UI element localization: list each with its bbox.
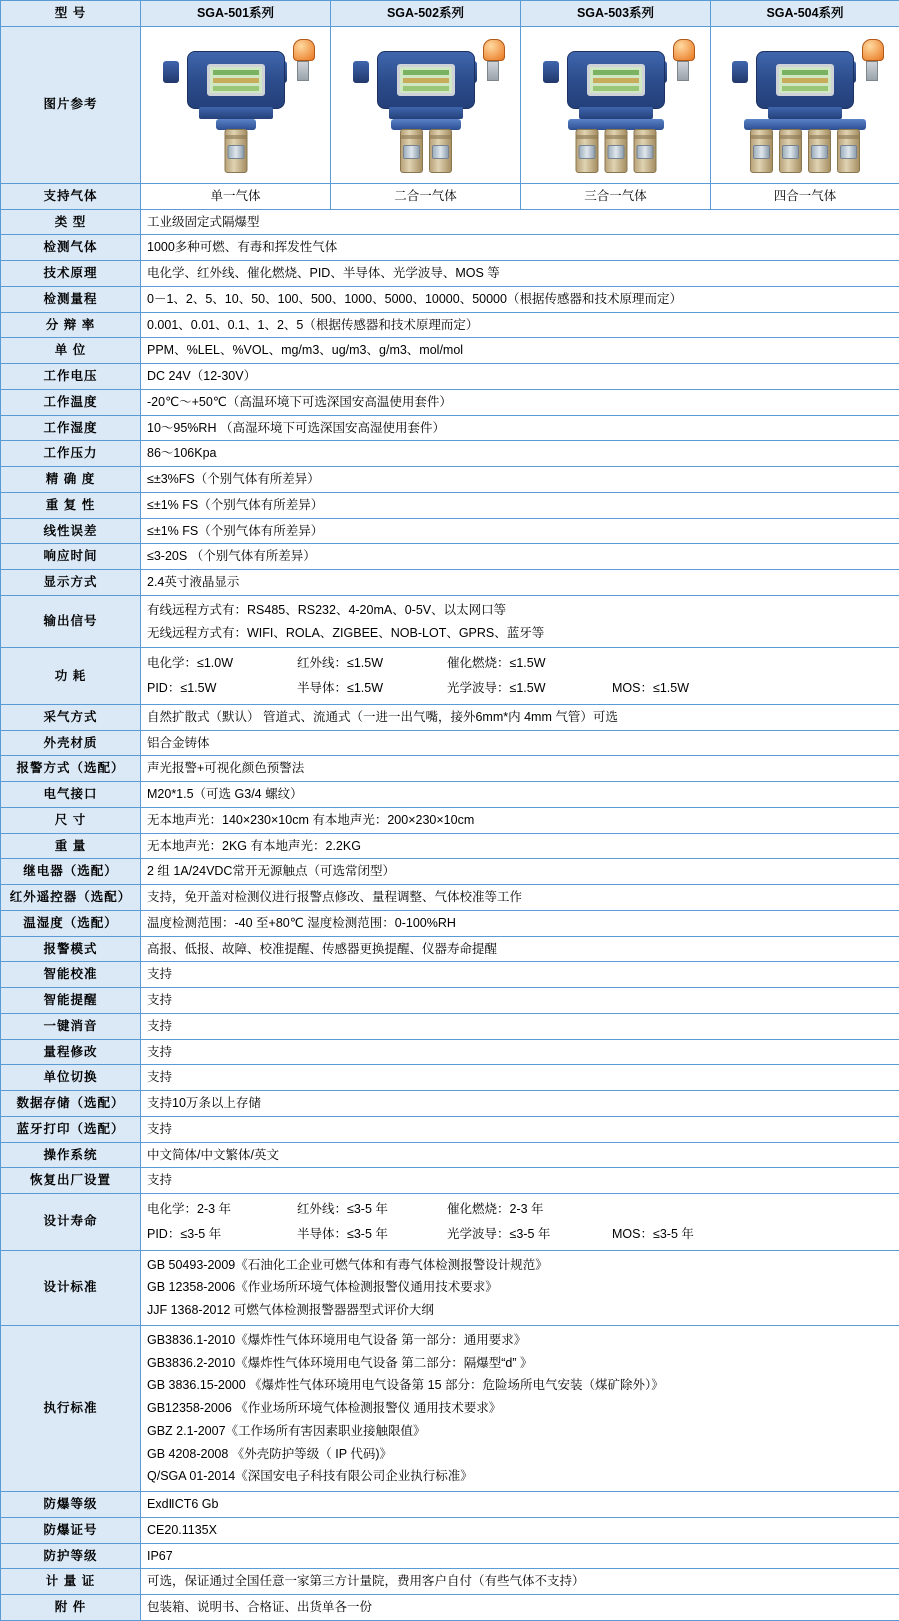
row-label-factory-reset: 恢复出厂设置 (1, 1168, 141, 1194)
row-label-shell-material: 外壳材质 (1, 730, 141, 756)
table-row-temp-humidity-option (1, 910, 899, 936)
lifespan-catalytic: 催化燃烧：2-3 年 (447, 1200, 612, 1219)
row-label-design-standard: 设计标准 (1, 1250, 141, 1325)
table-row-ir-remote (1, 885, 899, 911)
row-label-image-reference: 图片参考 (1, 26, 141, 183)
model-503: SGA-503系列 (521, 1, 711, 27)
row-label-one-key-mute: 一键消音 (1, 1013, 141, 1039)
device-image-504 (711, 26, 899, 183)
row-label-relay: 继电器（选配） (1, 859, 141, 885)
row-label-ex-grade: 防爆等级 (1, 1492, 141, 1518)
row-value-accuracy: ≤±3%FS（个别气体有所差异） (141, 467, 899, 493)
row-value-size: 无本地声光：140×230×10cm 有本地声光：200×230×10cm (141, 807, 899, 833)
row-label-response-time: 响应时间 (1, 544, 141, 570)
exec-standard-item: GB 3836.15-2000 《爆炸性气体环境用电气设备第 15 部分：危险场所电气安装（煤矿除外）》 (147, 1374, 893, 1397)
gas-support-503: 三合一气体 (521, 183, 711, 209)
power-electrochemical: 电化学：≤1.0W (147, 654, 297, 673)
row-label-metrology-certificate: 计 量 证 (1, 1569, 141, 1595)
table-row-size (1, 807, 899, 833)
row-label-linearity: 线性误差 (1, 518, 141, 544)
table-row-detect-gas (1, 235, 899, 261)
row-label-range: 检测量程 (1, 286, 141, 312)
device-image-503 (521, 26, 711, 183)
row-label-power: 功 耗 (1, 648, 141, 705)
row-value-linearity: ≤±1% FS（个别气体有所差异） (141, 518, 899, 544)
table-row-pressure (1, 441, 899, 467)
table-row-smart-calibration (1, 962, 899, 988)
row-label-ip-grade: 防护等级 (1, 1543, 141, 1569)
row-value-factory-reset: 支持 (141, 1168, 899, 1194)
row-value-output-signal (141, 595, 899, 648)
table-row-smart-reminder (1, 988, 899, 1014)
gas-support-504: 四合一气体 (711, 183, 899, 209)
table-row-factory-reset (1, 1168, 899, 1194)
row-label-pressure: 工作压力 (1, 441, 141, 467)
table-row-humidity (1, 415, 899, 441)
table-row-gas-support (1, 183, 899, 209)
row-value-os: 中文简体/中文繁体/英文 (141, 1142, 899, 1168)
row-value-unit: PPM、%LEL、%VOL、mg/m3、ug/m3、g/m3、mol/mol (141, 338, 899, 364)
row-value-accessories: 包装箱、说明书、合格证、出货单各一份 (141, 1595, 899, 1621)
table-row-output-signal (1, 595, 899, 648)
row-value-lifespan (141, 1194, 899, 1251)
table-row-unit (1, 338, 899, 364)
row-label-gas-support: 支持气体 (1, 183, 141, 209)
table-row-range-modify (1, 1039, 899, 1065)
row-label-principle: 技术原理 (1, 261, 141, 287)
table-row-data-storage (1, 1091, 899, 1117)
table-row-principle (1, 261, 899, 287)
row-label-type: 类 型 (1, 209, 141, 235)
row-value-range-modify: 支持 (141, 1039, 899, 1065)
table-row-shell-material (1, 730, 899, 756)
row-label-ex-certificate: 防爆证号 (1, 1517, 141, 1543)
lifespan-line-2 (147, 1222, 893, 1247)
table-row-image-reference (1, 26, 899, 183)
row-value-resolution: 0.001、0.01、0.1、1、2、5（根据传感器和技术原理而定） (141, 312, 899, 338)
row-value-principle: 电化学、红外线、催化燃烧、PID、半导体、光学波导、MOS 等 (141, 261, 899, 287)
table-row-unit-switch (1, 1065, 899, 1091)
row-label-unit: 单 位 (1, 338, 141, 364)
exec-standard-item: GB12358-2006 《作业场所环境气体检测报警仪 通用技术要求》 (147, 1397, 893, 1420)
row-label-voltage: 工作电压 (1, 364, 141, 390)
table-row-range (1, 286, 899, 312)
row-value-bluetooth-print: 支持 (141, 1116, 899, 1142)
row-value-temperature: -20℃～+50℃（高温环境下可选深国安高温使用套件） (141, 389, 899, 415)
table-row-accessories (1, 1595, 899, 1621)
row-label-size: 尺 寸 (1, 807, 141, 833)
table-row-exec-standard (1, 1325, 899, 1491)
power-pid: PID：≤1.5W (147, 679, 297, 698)
gas-support-501: 单一气体 (141, 183, 331, 209)
exec-standard-item: Q/SGA 01-2014《深国安电子科技有限公司企业执行标准》 (147, 1465, 893, 1488)
gas-detector-icon (720, 33, 890, 177)
table-row-voltage (1, 364, 899, 390)
row-label-sampling: 采气方式 (1, 704, 141, 730)
lifespan-line-1 (147, 1197, 893, 1222)
row-value-ir-remote: 支持，免开盖对检测仪进行报警点修改、量程调整、气体校准等工作 (141, 885, 899, 911)
row-label-weight: 重 量 (1, 833, 141, 859)
lifespan-infrared: 红外线：≤3-5 年 (297, 1200, 447, 1219)
table-row-ip-grade (1, 1543, 899, 1569)
table-row-response-time (1, 544, 899, 570)
output-signal-wireless: 无线远程方式有：WIFI、ROLA、ZIGBEE、NOB-LOT、GPRS、蓝牙等 (147, 622, 893, 645)
row-value-type: 工业级固定式隔爆型 (141, 209, 899, 235)
row-value-ex-certificate: CE20.1135X (141, 1517, 899, 1543)
table-row-relay (1, 859, 899, 885)
power-line-1 (147, 651, 893, 676)
row-value-metrology-certificate: 可选，保证通过全国任意一家第三方计量院，费用客户自付（有些气体不支持） (141, 1569, 899, 1595)
row-value-alarm-method: 声光报警+可视化颜色预警法 (141, 756, 899, 782)
table-row-weight (1, 833, 899, 859)
table-row-resolution (1, 312, 899, 338)
table-row-temperature (1, 389, 899, 415)
output-signal-wired: 有线远程方式有：RS485、RS232、4-20mA、0-5V、以太网口等 (147, 599, 893, 622)
design-standard-item: GB 50493-2009《石油化工企业可燃气体和有毒气体检测报警设计规范》 (147, 1254, 893, 1277)
table-row-os (1, 1142, 899, 1168)
lifespan-semiconductor: 半导体：≤3-5 年 (297, 1225, 447, 1244)
power-infrared: 红外线：≤1.5W (297, 654, 447, 673)
row-value-humidity: 10～95%RH （高湿环境下可选深国安高湿使用套件） (141, 415, 899, 441)
table-row-ex-grade (1, 1492, 899, 1518)
row-label-accessories: 附 件 (1, 1595, 141, 1621)
row-value-pressure: 86～106Kpa (141, 441, 899, 467)
model-501: SGA-501系列 (141, 1, 331, 27)
table-row-design-standard (1, 1250, 899, 1325)
row-value-sampling: 自然扩散式（默认） 管道式、流通式（一进一出气嘴，接外6mm*内 4mm 气管）可选 (141, 704, 899, 730)
exec-standard-item: GBZ 2.1-2007《工作场所有害因素职业接触限值》 (147, 1420, 893, 1443)
row-label-data-storage: 数据存储（选配） (1, 1091, 141, 1117)
row-value-response-time: ≤3-20S （个别气体有所差异） (141, 544, 899, 570)
table-row-alarm-method (1, 756, 899, 782)
gas-detector-icon (341, 33, 511, 177)
row-label-resolution: 分 辩 率 (1, 312, 141, 338)
table-row-electrical-interface (1, 782, 899, 808)
row-value-ex-grade: ExdⅡCT6 Gb (141, 1492, 899, 1518)
table-row-one-key-mute (1, 1013, 899, 1039)
row-value-temp-humidity-option: 温度检测范围：-40 至+80℃ 湿度检测范围：0-100%RH (141, 910, 899, 936)
lifespan-optical-waveguide: 光学波导：≤3-5 年 (447, 1225, 612, 1244)
table-row-linearity (1, 518, 899, 544)
row-label-lifespan: 设计寿命 (1, 1194, 141, 1251)
row-value-smart-reminder: 支持 (141, 988, 899, 1014)
table-row-power (1, 648, 899, 705)
row-label-smart-calibration: 智能校准 (1, 962, 141, 988)
gas-support-502: 二合一气体 (331, 183, 521, 209)
row-label-accuracy: 精 确 度 (1, 467, 141, 493)
row-value-design-standard (141, 1250, 899, 1325)
power-line-2 (147, 676, 893, 701)
row-value-alarm-mode: 高报、低报、故障、校准提醒、传感器更换提醒、仪器寿命提醒 (141, 936, 899, 962)
exec-standard-item: GB3836.2-2010《爆炸性气体环境用电气设备 第二部分：隔爆型“d” 》 (147, 1352, 893, 1375)
model-504: SGA-504系列 (711, 1, 899, 27)
row-label-output-signal: 输出信号 (1, 595, 141, 648)
design-standard-item: GB 12358-2006《作业场所环境气体检测报警仪通用技术要求》 (147, 1276, 893, 1299)
row-value-detect-gas: 1000多种可燃、有毒和挥发性气体 (141, 235, 899, 261)
power-mos: MOS：≤1.5W (612, 679, 772, 698)
row-value-voltage: DC 24V（12-30V） (141, 364, 899, 390)
row-label-model: 型 号 (1, 1, 141, 27)
table-row-bluetooth-print (1, 1116, 899, 1142)
power-optical-waveguide: 光学波导：≤1.5W (447, 679, 612, 698)
table-row-accuracy (1, 467, 899, 493)
lifespan-electrochemical: 电化学：2-3 年 (147, 1200, 297, 1219)
table-row-metrology-certificate (1, 1569, 899, 1595)
row-label-repeatability: 重 复 性 (1, 492, 141, 518)
row-label-detect-gas: 检测气体 (1, 235, 141, 261)
row-label-alarm-mode: 报警模式 (1, 936, 141, 962)
power-catalytic: 催化燃烧：≤1.5W (447, 654, 612, 673)
row-label-electrical-interface: 电气接口 (1, 782, 141, 808)
table-row-alarm-mode (1, 936, 899, 962)
lifespan-mos: MOS：≤3-5 年 (612, 1225, 772, 1244)
exec-standard-item: GB3836.1-2010《爆炸性气体环境用电气设备 第一部分：通用要求》 (147, 1329, 893, 1352)
table-row-display (1, 570, 899, 596)
row-value-one-key-mute: 支持 (141, 1013, 899, 1039)
table-row-model (1, 1, 899, 27)
power-semiconductor: 半导体：≤1.5W (297, 679, 447, 698)
row-label-temp-humidity-option: 温湿度（选配） (1, 910, 141, 936)
row-value-repeatability: ≤±1% FS（个别气体有所差异） (141, 492, 899, 518)
row-value-unit-switch: 支持 (141, 1065, 899, 1091)
table-row-type (1, 209, 899, 235)
row-value-exec-standard (141, 1325, 899, 1491)
row-label-humidity: 工作湿度 (1, 415, 141, 441)
lifespan-pid: PID：≤3-5 年 (147, 1225, 297, 1244)
row-value-display: 2.4英寸液晶显示 (141, 570, 899, 596)
row-value-shell-material: 铝合金铸体 (141, 730, 899, 756)
row-label-display: 显示方式 (1, 570, 141, 596)
row-value-smart-calibration: 支持 (141, 962, 899, 988)
row-value-electrical-interface: M20*1.5（可选 G3/4 螺纹） (141, 782, 899, 808)
device-image-501 (141, 26, 331, 183)
row-label-range-modify: 量程修改 (1, 1039, 141, 1065)
row-label-exec-standard: 执行标准 (1, 1325, 141, 1491)
table-row-repeatability (1, 492, 899, 518)
model-502: SGA-502系列 (331, 1, 521, 27)
row-label-alarm-method: 报警方式（选配） (1, 756, 141, 782)
row-label-ir-remote: 红外遥控器（选配） (1, 885, 141, 911)
table-row-ex-certificate (1, 1517, 899, 1543)
gas-detector-icon (151, 33, 321, 177)
design-standard-item: JJF 1368-2012 可燃气体检测报警器器型式评价大纲 (147, 1299, 893, 1322)
row-label-os: 操作系统 (1, 1142, 141, 1168)
row-label-unit-switch: 单位切换 (1, 1065, 141, 1091)
row-value-data-storage: 支持10万条以上存储 (141, 1091, 899, 1117)
exec-standard-item: GB 4208-2008 《外壳防护等级（ IP 代码)》 (147, 1443, 893, 1466)
row-value-power (141, 648, 899, 705)
row-label-smart-reminder: 智能提醒 (1, 988, 141, 1014)
table-row-sampling (1, 704, 899, 730)
row-value-range: 0－1、2、5、10、50、100、500、1000、5000、10000、50000（根据传感器和技术原理而定） (141, 286, 899, 312)
table-row-lifespan (1, 1194, 899, 1251)
device-image-502 (331, 26, 521, 183)
gas-detector-icon (531, 33, 701, 177)
row-value-relay: 2 组 1A/24VDC常开无源触点（可选常闭型） (141, 859, 899, 885)
row-label-bluetooth-print: 蓝牙打印（选配） (1, 1116, 141, 1142)
row-value-ip-grade: IP67 (141, 1543, 899, 1569)
row-label-temperature: 工作温度 (1, 389, 141, 415)
row-value-weight: 无本地声光：2KG 有本地声光：2.2KG (141, 833, 899, 859)
